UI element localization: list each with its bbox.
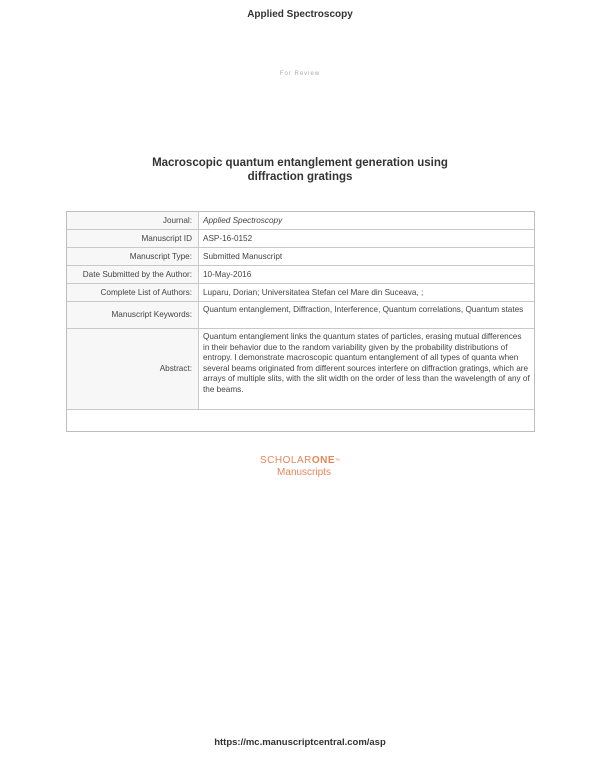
paper-title [60,156,540,184]
journal-label: Journal: [67,212,199,230]
row-authors [67,284,535,302]
authors-label: Complete List of Authors: [67,284,199,302]
logo-scholar-text: SCHOLAR [259,455,312,466]
row-blank [67,410,535,432]
paper-title-line-2: diffraction gratings [247,171,353,183]
keywords-value: Quantum entanglement, Diffraction, Interference, Quantum correlations, Quantum states [199,302,535,329]
blank-cell [67,410,535,432]
watermark-text: For Review [279,71,321,77]
row-journal [67,212,535,230]
authors-value: Luparu, Dorian; Universitatea Stefan cel Mare din Suceava, ; [199,284,535,302]
date-submitted-label: Date Submitted by the Author: [67,266,199,284]
footer-url: https://mc.manuscriptcentral.com/asp [214,737,386,748]
row-keywords [67,302,535,329]
paper-title-line-1: Macroscopic quantum entanglement generation using [152,157,448,169]
abstract-value: Quantum entanglement links the quantum states of particles, erasing mutual differences in their behavior due to the random variability given by the probability distributions of entropy. I demonstrate macroscopic quantum entanglement of all types of quanta when several beams originated from different sources interfere on diffraction gratings, which are arrays of multiple slits, with the slit width on the order of less than the wavelength of any of the beams. [199,329,535,410]
manuscript-info-table [66,211,535,432]
keywords-label: Manuscript Keywords: [67,302,199,329]
journal-value: Applied Spectroscopy [199,212,535,230]
scholarone-logo [0,455,600,479]
row-abstract [67,329,535,410]
logo-manuscripts-text: Manuscripts [277,467,331,478]
row-manuscript-type [67,248,535,266]
logo-trademark: ™ [335,458,341,464]
manuscript-id-value: ASP-16-0152 [199,230,535,248]
row-date-submitted [67,266,535,284]
abstract-label: Abstract: [67,329,199,410]
manuscript-type-label: Manuscript Type: [67,248,199,266]
journal-header: Applied Spectroscopy [247,9,353,20]
manuscript-type-value: Submitted Manuscript [199,248,535,266]
manuscript-id-label: Manuscript ID [67,230,199,248]
row-manuscript-id [67,230,535,248]
date-submitted-value: 10-May-2016 [199,266,535,284]
logo-one-text: ONE [311,455,336,466]
